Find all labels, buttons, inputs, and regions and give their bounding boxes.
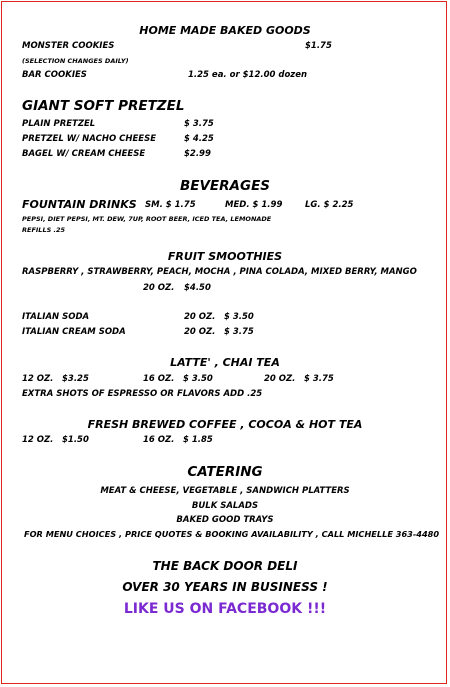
latte-size: 12 OZ. (22, 374, 54, 384)
monster-cookies-price: $1.75 (305, 41, 332, 51)
selection-note: (SELECTION CHANGES DAILY) (22, 57, 129, 65)
coffee-size: 16 OZ. (143, 435, 175, 445)
fountain-medium-price: MED. $ 1.99 (225, 200, 283, 210)
smoothie-flavors: RASPBERRY , STRAWBERRY, PEACH, MOCHA , PINA COLADA, MIXED BERRY, MANGO (22, 267, 417, 277)
deli-name: THE BACK DOOR DELI (152, 559, 298, 573)
smoothie-size: 20 OZ. (143, 283, 175, 293)
smoothies-title: FRUIT SMOOTHIES (167, 250, 283, 263)
menu-item-size: 20 OZ. (184, 312, 216, 322)
latte-price: $ 3.50 (183, 374, 213, 384)
menu-item-price: $ 3.75 (224, 327, 254, 337)
fountain-refills: REFILLS .25 (22, 226, 66, 234)
menu-item-name: BAGEL W/ CREAM CHEESE (22, 149, 146, 159)
coffee-title: FRESH BREWED COFFEE , COCOA & HOT TEA (87, 418, 363, 431)
pretzel-title: GIANT SOFT PRETZEL (22, 98, 185, 114)
latte-price: $3.25 (62, 374, 89, 384)
coffee-price: $ 1.85 (183, 435, 213, 445)
catering-line: MEAT & CHEESE, VEGETABLE , SANDWICH PLATTERS (100, 486, 350, 496)
smoothie-price: $4.50 (184, 283, 211, 293)
monster-cookies-name: MONSTER COOKIES (22, 41, 115, 51)
catering-line: BULK SALADS (191, 501, 259, 511)
latte-price: $ 3.75 (304, 374, 334, 384)
menu-item-name: PLAIN PRETZEL (22, 119, 96, 129)
latte-size: 16 OZ. (143, 374, 175, 384)
latte-title: LATTE' , CHAI TEA (170, 356, 280, 369)
bar-cookies-price: 1.25 ea. or $12.00 dozen (188, 70, 308, 80)
menu-item-name: ITALIAN SODA (22, 312, 90, 322)
menu-item-name: PRETZEL W/ NACHO CHEESE (22, 134, 157, 144)
fountain-large-price: LG. $ 2.25 (305, 200, 354, 210)
fountain-small-price: SM. $ 1.75 (145, 200, 196, 210)
menu-item-price: $2.99 (184, 149, 211, 159)
fountain-flavors: PEPSI, DIET PEPSI, MT. DEW, 7UP, ROOT BEER, ICED TEA, LEMONADE (22, 215, 272, 223)
baked-goods-title: HOME MADE BAKED GOODS (139, 24, 311, 37)
coffee-size: 12 OZ. (22, 435, 54, 445)
menu-item-price: $ 4.25 (184, 134, 214, 144)
menu-item-size: 20 OZ. (184, 327, 216, 337)
catering-line: BAKED GOOD TRAYS (176, 515, 274, 525)
menu-item-price: $ 3.75 (184, 119, 214, 129)
catering-title: CATERING (187, 464, 263, 480)
facebook-link[interactable]: LIKE US ON FACEBOOK !!! (123, 601, 327, 617)
catering-contact: FOR MENU CHOICES , PRICE QUOTES & BOOKING AVAILABILITY , CALL MICHELLE 363-4480 (24, 529, 440, 539)
latte-extra-shots: EXTRA SHOTS OF ESPRESSO OR FLAVORS ADD .25 (22, 389, 263, 399)
coffee-price: $1.50 (62, 435, 89, 445)
beverages-title: BEVERAGES (179, 178, 271, 194)
latte-size: 20 OZ. (264, 374, 296, 384)
fountain-drinks-name: FOUNTAIN DRINKS (22, 198, 137, 211)
bar-cookies-name: BAR COOKIES (22, 70, 87, 80)
menu-item-price: $ 3.50 (224, 312, 254, 322)
years-in-business: OVER 30 YEARS IN BUSINESS ! (122, 580, 328, 594)
menu-item-name: ITALIAN CREAM SODA (22, 327, 126, 337)
